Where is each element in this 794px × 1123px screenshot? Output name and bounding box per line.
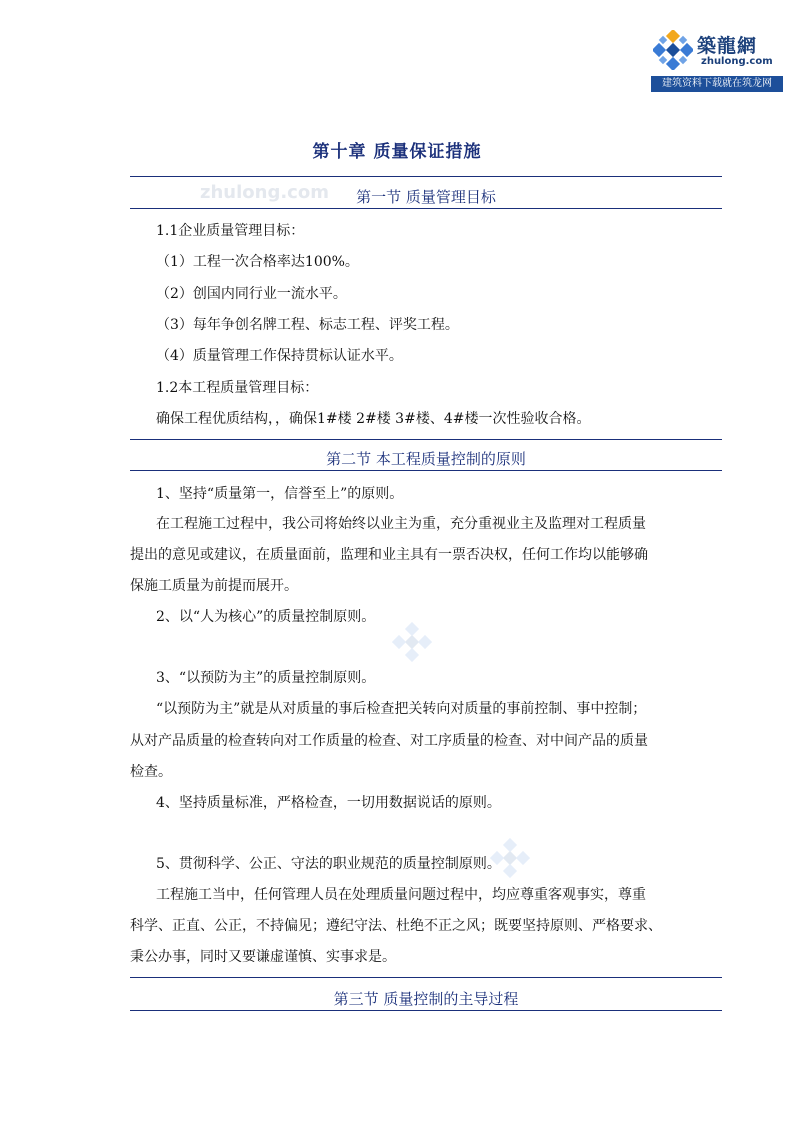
text-line: （2）创国内同行业一流水平。 (156, 286, 347, 302)
zhulong-logo (651, 22, 783, 94)
section-rule-bottom (130, 470, 722, 471)
text-line: 1、坚持“质量第一，信誉至上”的原则。 (156, 486, 404, 502)
text-line: 科学、正直、公正，不持偏见；遵纪守法、杜绝不正之风；既要坚持原则、严格要求、 (130, 918, 662, 934)
logo-name: 築龍網 (697, 35, 758, 57)
section-rule-top (130, 439, 722, 440)
section-rule-bottom (130, 208, 722, 209)
text-line: 4、坚持质量标准，严格检查，一切用数据说话的原则。 (156, 795, 501, 811)
text-line: 从对产品质量的检查转向对工作质量的检查、对工序质量的检查、对中间产品的质量 (130, 733, 648, 749)
section-title: 第一节 质量管理目标 (356, 188, 496, 206)
watermark-text: zhulong.com (200, 182, 329, 203)
logo-slogan: 建筑资料下载就在筑龙网 (651, 76, 783, 92)
text-line: 确保工程优质结构，，确保1#楼 2#楼 3#楼、4#楼一次性验收合格。 (156, 411, 591, 427)
section-rule-top (130, 977, 722, 978)
text-line: 在工程施工过程中，我公司将始终以业主为重，充分重视业主及监理对工程质量 (156, 516, 646, 532)
section-rule-top (130, 176, 722, 177)
text-line: 秉公办事，同时又要谦虚谨慎、实事求是。 (130, 949, 396, 965)
text-line: 3、“以预防为主”的质量控制原则。 (156, 670, 376, 686)
logo-header (651, 22, 783, 70)
text-line: （3）每年争创名牌工程、标志工程、评奖工程。 (156, 317, 459, 333)
text-line: “以预防为主”就是从对质量的事后检查把关转向对质量的事前控制、事中控制； (156, 701, 647, 717)
text-line: （1）工程一次合格率达100%。 (156, 254, 359, 270)
section-title: 第三节 质量控制的主导过程 (333, 990, 519, 1008)
text-line: 检查。 (130, 764, 172, 780)
text-line: 1.2本工程质量管理目标： (156, 380, 319, 396)
section-title: 第二节 本工程质量控制的原则 (326, 450, 526, 468)
watermark-logo-icon (392, 622, 432, 662)
chapter-title: 第十章 质量保证措施 (312, 142, 482, 162)
text-line: 提出的意见或建议，在质量面前，监理和业主具有一票否决权，任何工作均以能够确 (130, 547, 648, 563)
text-line: 保施工质量为前提而展开。 (130, 578, 298, 594)
snowflake-logo-icon (653, 30, 693, 70)
text-line: 2、以“人为核心”的质量控制原则。 (156, 609, 376, 625)
text-line: 5、贯彻科学、公正、守法的职业规范的质量控制原则。 (156, 856, 501, 872)
text-line: 工程施工当中，任何管理人员在处理质量问题过程中，均应尊重客观事实，尊重 (156, 887, 646, 903)
section-rule-bottom (130, 1010, 722, 1011)
text-line: （4）质量管理工作保持贯标认证水平。 (156, 348, 403, 364)
logo-url: zhulong.com (701, 56, 773, 67)
text-line: 1.1企业质量管理目标： (156, 223, 305, 239)
